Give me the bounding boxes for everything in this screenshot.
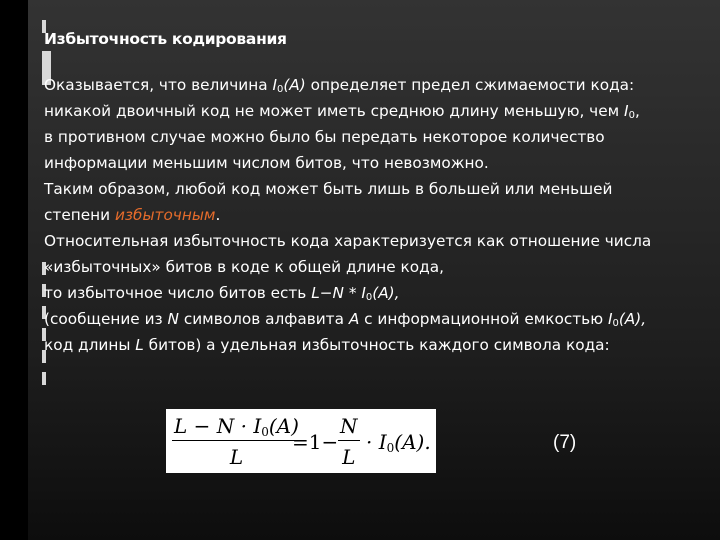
text-line: код длины L битов) а удельная избыточность каждого символа кода: [44, 336, 610, 354]
formula-fraction-left: $\frac{L - N \cdot I_0(A)}{L}$ [174, 414, 299, 469]
slide-body [44, 72, 694, 358]
text-line: никакой двоичный код не может иметь среднюю длину меньшую, чем $I_0$, [44, 102, 640, 121]
slide-title: Избыточность кодирования [44, 30, 287, 48]
decor-bar [42, 372, 46, 385]
highlighted-term: избыточным [114, 206, 216, 224]
text-line: то избыточное число битов есть $L-N * I_0(A)$, [44, 284, 400, 303]
formula-fraction-right: $\frac{N}{L}$ [340, 414, 358, 469]
text-line: информации меньшим числом битов, что невозможно. [44, 154, 489, 172]
text-line: в противном случае можно было бы передать некоторое количество [44, 128, 605, 146]
text-line: «избыточных» битов в коде к общей длине кода, [44, 258, 444, 276]
formula-image [166, 409, 436, 473]
formula-tail: · $I_0(A)$. [366, 430, 431, 455]
text-line: степени избыточным. [44, 206, 221, 224]
equation-number: (7) [553, 432, 577, 453]
text-line: (сообщение из N символов алфавита A с информационной емкостью $I_0(A)$, [44, 310, 647, 329]
text-line: Оказывается, что величина $I_0(A)$ определяет предел сжимаемости кода: [44, 76, 635, 95]
text-line: Относительная избыточность кода характеризуется как отношение числа [44, 232, 652, 250]
formula-equals: =1− [292, 430, 339, 454]
text-line: Таким образом, любой код может быть лишь в большей или меньшей [44, 180, 613, 198]
